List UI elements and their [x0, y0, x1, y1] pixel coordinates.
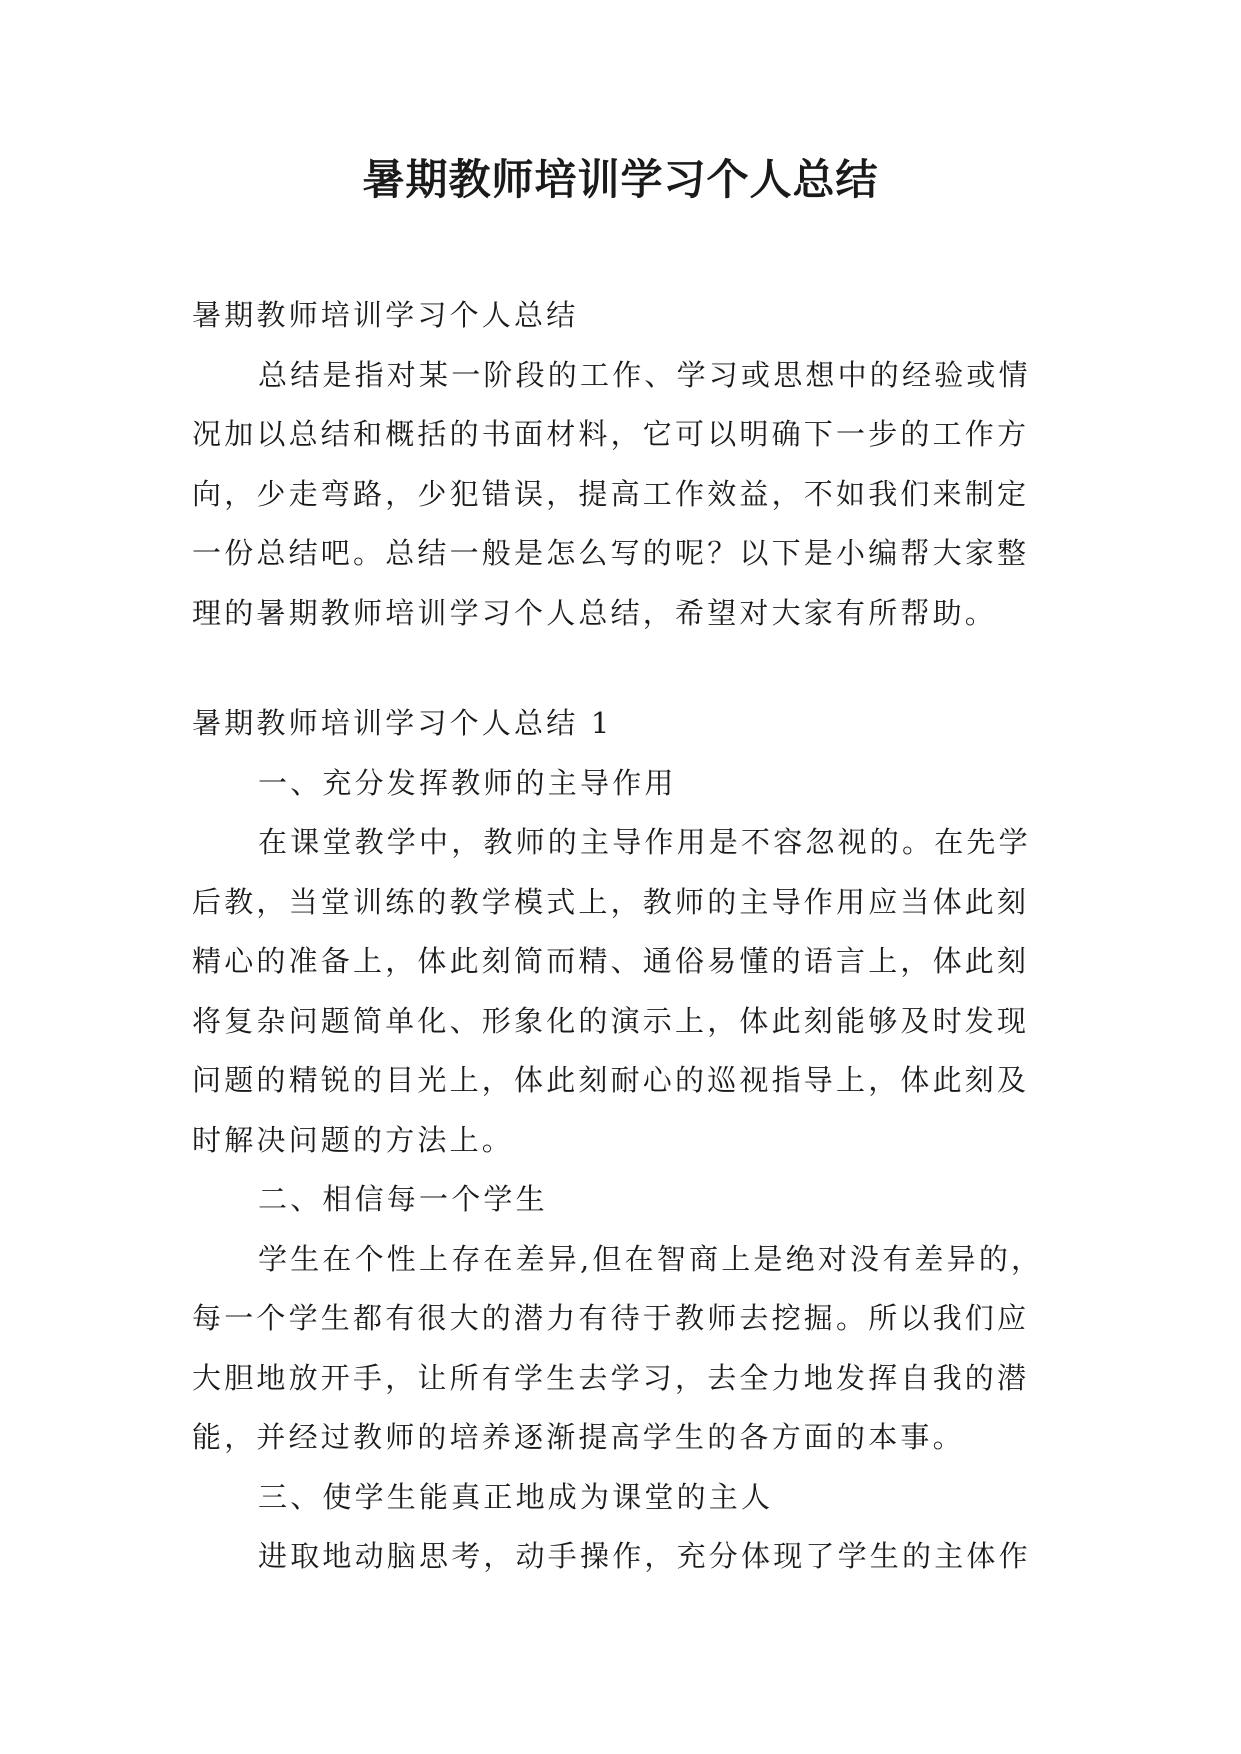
- intro-paragraph: 总结是指对某一阶段的工作、学习或思想中的经验或情况加以总结和概括的书面材料，它可以明确下一步的工作方向，少走弯路，少犯错误，提高工作效益，不如我们来制定一份总结吧。总结一般是怎么写的呢？以下是小编帮大家整理的暑期教师培训学习个人总结，希望对大家有所帮助。: [192, 357, 1031, 630]
- point1-body: 在课堂教学中，教师的主导作用是不容忽视的。在先学后教，当堂训练的教学模式上，教师的主导作用应当体此刻精心的准备上，体此刻简而精、通俗易懂的语言上，体此刻将复杂问题简单化、形象化的演示上，体此刻能够及时发现问题的精锐的目光上，体此刻耐心的巡视指导上，体此刻及时解决问题的方法上。: [192, 825, 1031, 1157]
- point3-body: 进取地动脑思考，动手操作，充分体现了学生的主体作: [258, 1539, 1031, 1573]
- section-heading: 暑期教师培训学习个人总结 1: [192, 706, 613, 740]
- point2-heading: 二、相信每一个学生: [258, 1182, 548, 1216]
- point3-heading: 三、使学生能真正地成为课堂的主人: [258, 1479, 774, 1514]
- document-body: [192, 286, 1054, 1587]
- intro-heading: 暑期教师培训学习个人总结: [192, 298, 579, 332]
- point2-body: 学生在个性上存在差异,但在智商上是绝对没有差异的，每一个学生都有很大的潜力有待于教师去挖掘。所以我们应大胆地放开手，让所有学生去学习，去全力地发挥自我的潜能，并经过教师的培养逐渐提高学生的各方面的本事。: [192, 1241, 1044, 1454]
- point1-heading: 一、充分发挥教师的主导作用: [258, 765, 677, 800]
- document-title: 暑期教师培训学习个人总结: [362, 155, 879, 204]
